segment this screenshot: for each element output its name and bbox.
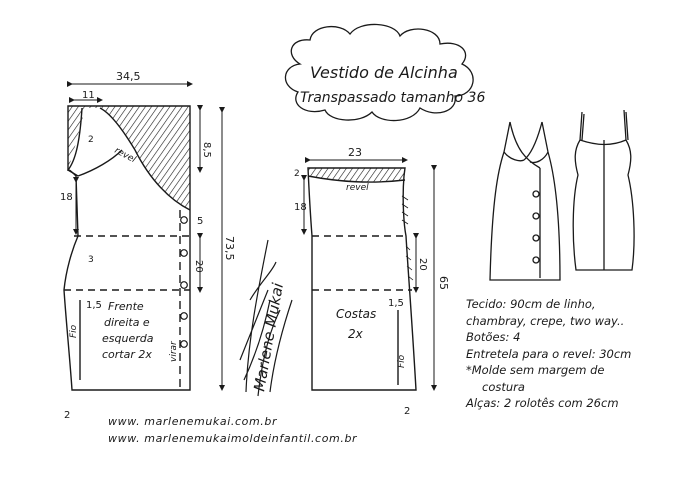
front-label-3: esquerda [102,332,154,345]
back-label-1: Costas [336,307,377,321]
front-hem-label: 3 [88,255,94,265]
back-label-2: 2x [348,327,363,341]
back-armhole-label: 18 [294,202,307,213]
front-bottom-label: 2 [64,410,71,421]
front-width-label: 34,5 [116,70,141,83]
dress-front-sketch [490,122,560,280]
front-grain-label: Fio [69,324,79,338]
fabric-notes [466,296,696,412]
button-mark [181,250,188,257]
front-length-label: 73,5 [223,236,236,261]
front-side-drop-label: 5 [197,216,204,227]
button-mark [181,341,188,348]
front-label-1: Frente [108,300,144,313]
back-flare-label: 1,5 [388,298,404,309]
button-mark [181,313,188,320]
front-fold-label: virar [169,341,179,362]
signature: Marlene Mukai [250,281,287,393]
button-mark [181,217,188,224]
url-2: www. marlenemukaimoldeinfantil.com.br [108,432,358,445]
note-seam: *Molde sem margem de [466,363,605,377]
front-armhole-label: 18 [60,192,73,203]
back-facing-hatch [308,168,405,182]
title-line-2: Transpassado tamanho 36 [300,90,486,106]
back-width-label: 23 [348,146,362,159]
button-mark [181,282,188,289]
note-seam-2: costura [482,379,525,394]
note-straps: Alças: 2 rolotês com 26cm [466,396,619,410]
note-fabric-2: chambray, crepe, two way.. [466,313,625,328]
website-links [108,413,357,447]
front-facing-label: revel [112,145,138,166]
front-label-2: direita e [104,316,150,329]
back-bottom-label: 2 [404,406,411,417]
note-fabric: Tecido: 90cm de linho, [466,297,596,311]
title-line-1: Vestido de Alcinha [310,63,458,82]
back-length-label: 65 [437,276,450,290]
back-strap-label: 2 [294,169,300,179]
front-label-4: cortar 2x [102,348,152,361]
back-grain-label: Fio [397,354,407,368]
front-neck-label: 11 [82,90,95,101]
front-strap-label: 2 [88,135,94,145]
back-hip-label: 20 [417,258,428,271]
back-facing-label: revel [346,183,369,193]
url-1: www. marlenemukai.com.br [108,415,278,428]
note-interfacing: Entretela para o revel: 30cm [466,346,632,361]
front-hip-label: 20 [193,260,204,273]
front-shoulder-label: 8,5 [201,142,212,158]
front-flare-label: 1,5 [86,300,102,311]
dress-back-sketch [573,110,634,270]
note-buttons: Botões: 4 [466,330,521,344]
